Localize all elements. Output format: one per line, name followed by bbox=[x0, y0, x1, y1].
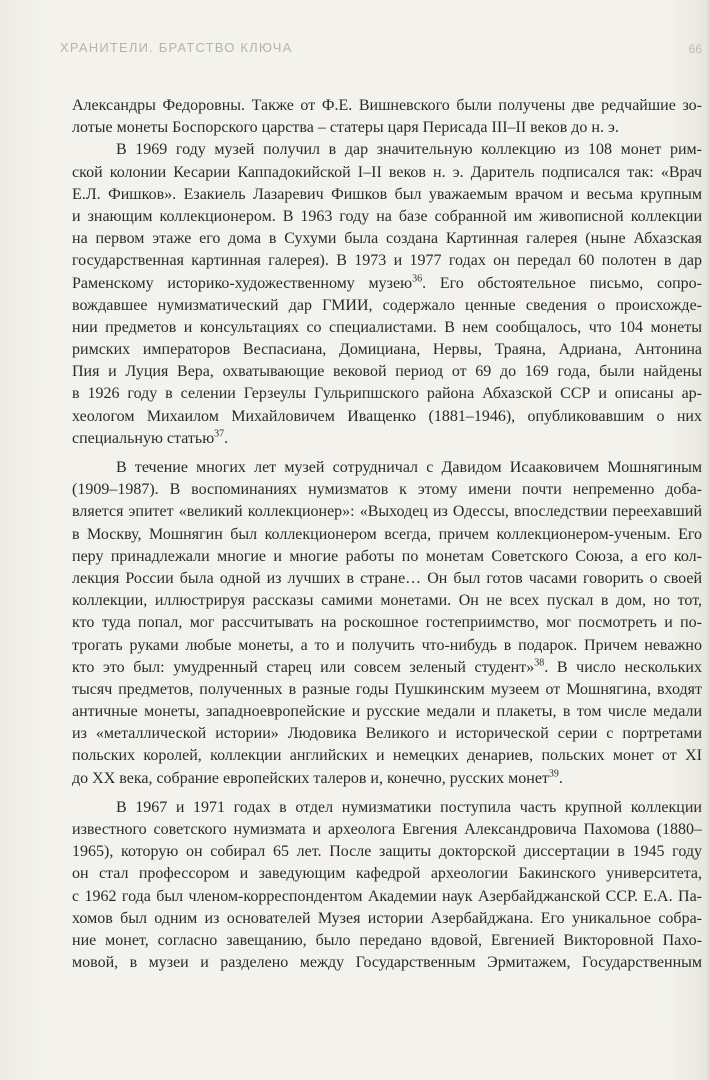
text-line-content: (1909–1987). В воспоминаниях нумизматов к этому имени почти непременно доба- bbox=[72, 481, 702, 499]
text-line bbox=[72, 745, 702, 767]
text-line-content: в 1926 году в селении Герзеулы Гульрипшского района Абхазской ССР и описаны ар- bbox=[72, 385, 702, 403]
text-line-content: с 1962 года был членом-корреспондентом Академии наук Азербайджанской ССР. Е.А. Па- bbox=[72, 887, 702, 905]
text-line-content: он стал профессором и заведующим кафедрой археологии Бакинского университета, bbox=[72, 865, 702, 883]
body-text bbox=[72, 95, 702, 974]
text-line bbox=[72, 768, 702, 790]
text-line-content: и знающим коллекционером. В 1963 году на базе собранной им живописной коллекции bbox=[72, 207, 702, 225]
text-line bbox=[72, 406, 702, 428]
text-line-content: государственная картинная галерея). В 1973 и 1977 годах он передал 60 полотен в дар bbox=[72, 252, 702, 270]
footnote-ref[interactable]: 39 bbox=[548, 768, 559, 780]
text-line bbox=[72, 524, 702, 546]
text-line-content: Раменскому историко-художественному музею bbox=[72, 274, 413, 292]
text-line bbox=[72, 701, 702, 723]
text-line-tail: . bbox=[558, 769, 563, 787]
text-line bbox=[72, 317, 702, 339]
text-line bbox=[72, 250, 702, 272]
footnote-ref[interactable]: 36 bbox=[412, 273, 423, 285]
text-line-content: до XX века, собрание европейских талеров и, конечно, русских монет bbox=[72, 769, 549, 787]
text-line-content: лекция России была одной из лучших в стране… Он был готов часами говорить о своей bbox=[72, 569, 702, 587]
text-line-content: Александры Федоровны. Также от Ф.Е. Вишневского были получены две редчайшие зо- bbox=[72, 97, 702, 114]
text-line bbox=[72, 273, 702, 295]
text-line bbox=[72, 295, 702, 317]
text-line-tail: . В число нескольких bbox=[544, 658, 702, 676]
text-line-content: вляется эпитет «великий коллекционер»: «Выходец из Одессы, впоследствии переехавший bbox=[72, 503, 702, 521]
text-line bbox=[72, 184, 702, 206]
text-line-content: вождавшее нумизматический дар ГМИИ, содержало ценные сведения о происхожде- bbox=[72, 296, 702, 314]
text-line-content: В течение многих лет музей сотрудничал с Давидом Исааковичем Мошнягиным bbox=[116, 459, 702, 476]
text-line bbox=[72, 952, 702, 974]
text-line-tail: . Его обстоятельное письмо, сопро- bbox=[422, 274, 702, 292]
text-line bbox=[72, 383, 702, 405]
text-line-content: лотые монеты Боспорского царства – статеры царя Перисада III–II веков до н. э. bbox=[72, 119, 619, 137]
text-line bbox=[72, 479, 702, 501]
text-line-content: хомов был одним из основателей Музея истории Азербайджана. Его уникальное собра- bbox=[72, 909, 702, 927]
text-line-content: коллекции, иллюстрируя рассказы самими монетами. Он не всех пускал в дом, но тот, bbox=[72, 592, 702, 610]
text-line bbox=[72, 590, 702, 612]
text-line-content: известного советского нумизмата и археолога Евгения Александровича Пахомова (1880– bbox=[72, 821, 702, 838]
text-line-content: мовой, в музеи и разделено между Государственным Эрмитажем, Государственным bbox=[72, 954, 702, 972]
text-line bbox=[72, 568, 702, 590]
text-line-content: хеологом Михаилом Михайловичем Иващенко (1881–1946), опубликовавшим о них bbox=[72, 407, 702, 425]
text-line bbox=[72, 723, 702, 745]
text-line bbox=[72, 863, 702, 885]
text-line bbox=[72, 908, 702, 930]
footnote-ref[interactable]: 38 bbox=[534, 657, 545, 669]
text-line bbox=[72, 457, 702, 479]
text-line-content: античные монеты, западноевропейские и русские медали и плакеты, в том числе медали bbox=[72, 703, 702, 721]
text-line-content: кто это был: умудренный старец или совсем зеленый студент» bbox=[72, 658, 535, 676]
text-line-content: тысяч предметов, полученных в разные годы Пушкинским музеем от Мошнягина, входят bbox=[72, 680, 702, 698]
text-line bbox=[72, 930, 702, 952]
text-line bbox=[72, 339, 702, 361]
text-line bbox=[72, 679, 702, 701]
text-line-tail: . bbox=[224, 429, 229, 447]
text-line bbox=[72, 95, 702, 117]
text-line-content: ние монет, согласно завещанию, было передано вдовой, Евгенией Викторовной Пахо- bbox=[72, 931, 702, 949]
text-line-content: римских императоров Веспасиана, Домициана, Нервы, Траяна, Адриана, Антонина bbox=[72, 341, 702, 359]
text-line-content: специальную статью bbox=[72, 429, 215, 447]
footnote-ref[interactable]: 37 bbox=[214, 428, 225, 440]
text-line-content: кто туда попал, мог рассчитывать на роскошное гостеприимство, мог посмотреть и по- bbox=[72, 614, 702, 632]
text-line bbox=[72, 612, 702, 634]
text-line bbox=[72, 206, 702, 228]
text-line bbox=[72, 797, 702, 819]
text-line bbox=[72, 117, 702, 139]
text-line-content: В 1967 и 1971 годах в отдел нумизматики поступила часть крупной коллекции bbox=[116, 798, 702, 816]
text-line-content: В 1969 году музей получил в дар значительную коллекцию из 108 монет рим- bbox=[116, 141, 702, 159]
running-head-title: ХРАНИТЕЛИ. БРАТСТВО КЛЮЧА bbox=[60, 40, 293, 55]
text-line-content: ской колонии Кесарии Каппадокийской I–II веков н. э. Даритель подписался так: «Врач bbox=[72, 163, 702, 181]
text-line bbox=[72, 428, 702, 450]
text-line bbox=[72, 886, 702, 908]
text-line bbox=[72, 139, 702, 161]
text-line bbox=[72, 819, 702, 841]
text-line bbox=[72, 546, 702, 568]
text-line-content: на первом этаже его дома в Сухуми была создана Картинная галерея (ныне Абхазская bbox=[72, 230, 702, 248]
text-line-content: Пия и Луция Вера, охватывающие вековой период от 69 до 169 года, были найдены bbox=[72, 363, 702, 381]
text-line-content: Е.Л. Фишков». Езакиель Лазаревич Фишков был уважаемым врачом и весьма крупным bbox=[72, 185, 702, 203]
text-line-content: перу принадлежали многие и многие работы по монетам Советского Союза, а его кол- bbox=[72, 547, 702, 565]
text-line-content: польских королей, коллекции английских и немецких денариев, польских монет от XI bbox=[72, 747, 702, 765]
text-line bbox=[72, 162, 702, 184]
page-number: 66 bbox=[688, 42, 702, 56]
text-line-content: нии предметов и консультациях со специалистами. В нем сообщалось, что 104 монеты bbox=[72, 318, 702, 336]
text-line-content: трогать руками любые монеты, а то и получить что-нибудь в подарок. Причем неважно bbox=[72, 636, 702, 654]
text-line bbox=[72, 657, 702, 679]
text-line bbox=[72, 841, 702, 863]
text-line bbox=[72, 501, 702, 523]
text-line-content: в Москву, Мошнягин был коллекционером всегда, причем коллекционером-ученым. Его bbox=[72, 525, 702, 543]
text-line-content: 1965), которую он собирал 65 лет. После защиты докторской диссертации в 1945 году bbox=[72, 843, 702, 861]
text-line bbox=[72, 228, 702, 250]
text-line bbox=[72, 635, 702, 657]
text-line-content: из «металлической истории» Людовика Великого и исторической серии с портретами bbox=[72, 725, 702, 743]
text-line bbox=[72, 361, 702, 383]
